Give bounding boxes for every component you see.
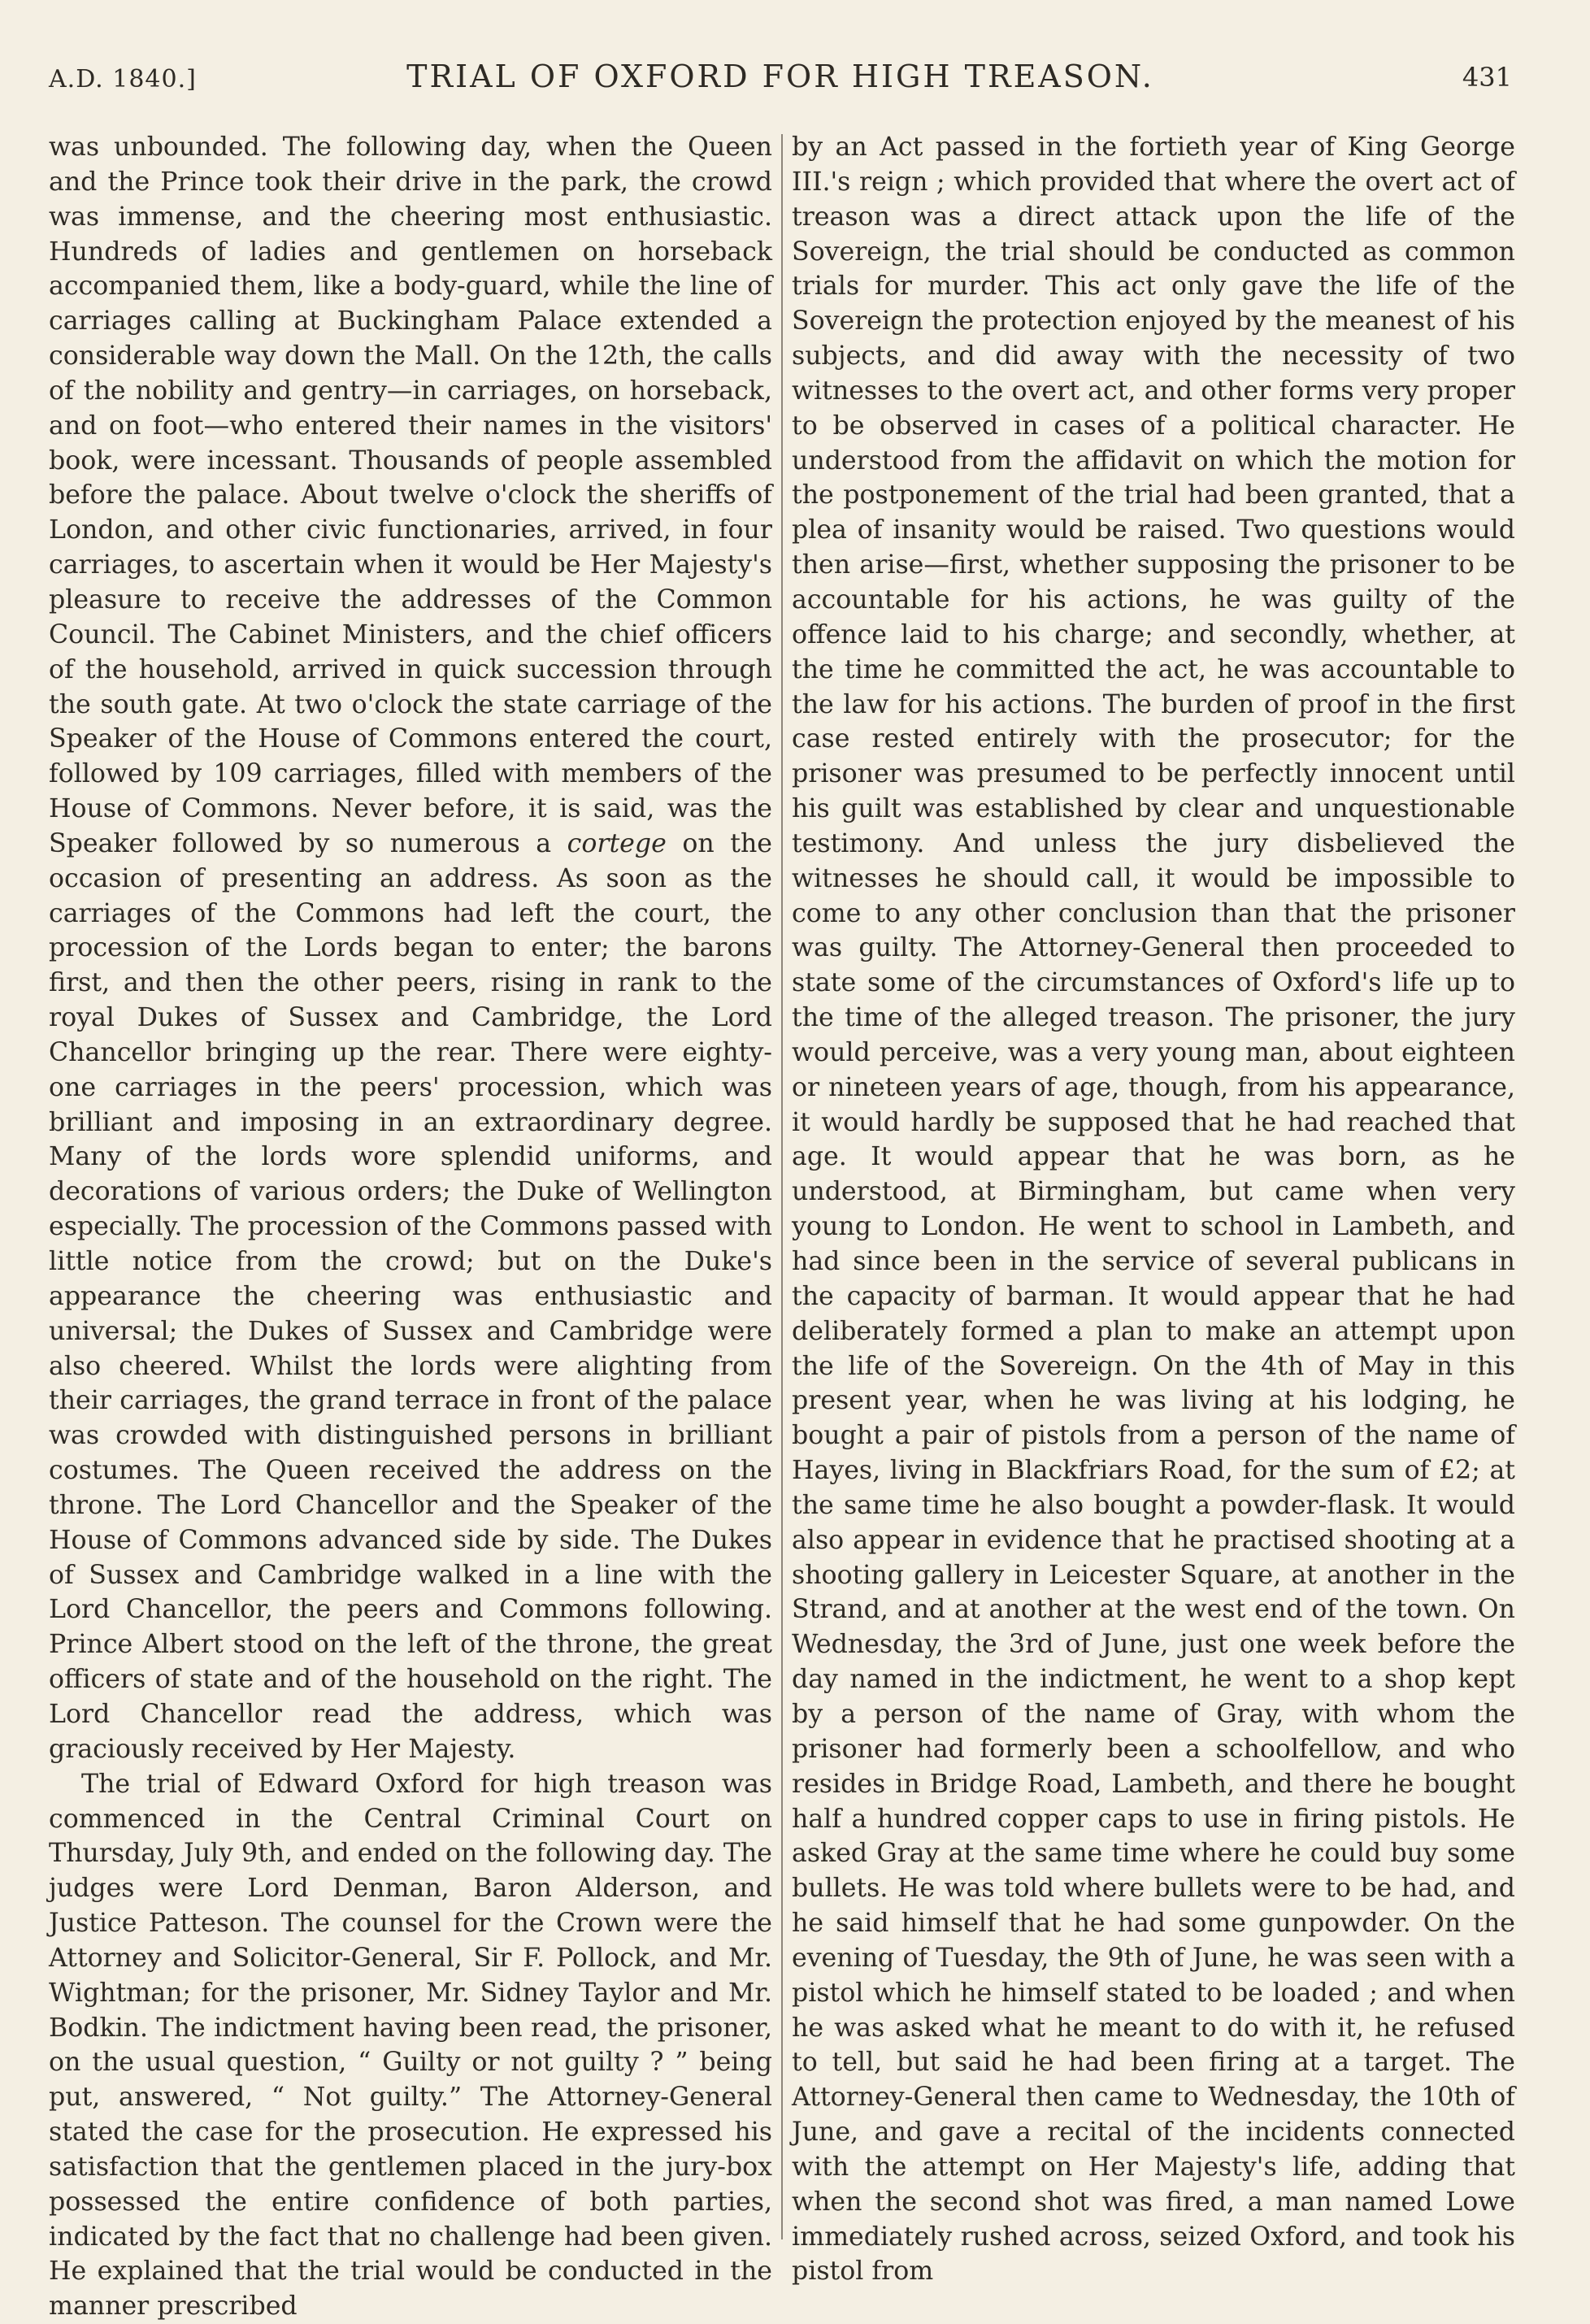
paragraph-trial: The trial of Edward Oxford for high treason was commenced in the Central Criminal Court on Thursday, July 9th, and ended on the following day. The judges were Lord Denman, Baron Alderson, and Justice Patteson. The counsel for the Crown were the Attorney and Solicitor-General, Sir F. Pollock, and Mr. Wightman; for the prisoner, Mr. Sidney Taylor and Mr. Bodkin. The indictment having been read, the prisoner, on the usual question, “ Guilty or not guilty ? ” being put, answered, “ Not guilty.” The Attorney-General stated the case for the prosecution. He expressed his satisfaction that the gentlemen placed in the jury-box possessed the entire confidence of both parties, indicated by the fact that no challenge had been given. He explained that the trial would be conducted in the manner prescribed [49,1769,772,2322]
paragraph-prosecution: by an Act passed in the fortieth year of King George III.'s reign ; which provided that where the overt act of treason was a direct attack upon the life of the Sovereign, the trial should be conducted as common trials for murder. This act only gave the life of the Sovereign the protection enjoyed by the meanest of his subjects, and did away with the necessity of two witnesses to the overt act, and other forms very proper to be observed in cases of a political character. He understood from the affidavit on which the motion for the postponement of the trial had been granted, that a plea of insanity would be raised. Two questions would then arise—first, whether supposing the prisoner to be accountable for his actions, he was guilty of the offence laid to his charge; and secondly, whether, at the time he committed the act, he was accountable to the law for his actions. The burden of proof in the first case rested entirely with the prosecutor; for the prisoner was presumed to be perfectly innocent until his guilt was established by clear and unquestionable testimony. And unless the jury disbelieved the witnesses he should call, it would be impossible to come to any other conclusion than that the prisoner was guilty. The Attorney-General then proceeded to state some of the circumstances of Oxford's life up to the time of the alleged treason. The prisoner, the jury would perceive, was a very young man, about eighteen or nineteen years of age, though, from his appearance, it would hardly be supposed that he had reached that age. It would appear that he was born, as he understood, at Birmingham, but came when very young to London. He went to school in Lambeth, and had since been in the service of several publicans in the capacity of barman. It would appear that he had deliberately formed a plan to make an attempt upon the life of the Sovereign. On the 4th of May in this present year, when he was living at his lodging, he bought a pair of pistols from a person of the name of Hayes, living in Blackfriars Road, for the sum of £2; at the same time he also bought a powder-flask. It would also appear in evidence that he practised shooting at a shooting gallery in Leicester Square, at another in the Strand, and at another at the west end of the town. On Wednesday, the 3rd of June, just one week before the day named in the indictment, he went to a shop kept by a person of the name of Gray, with whom the prisoner had formerly been a schoolfellow, and who resides in Bridge Road, Lambeth, and there he bought half a hundred copper caps to use in firing pistols. He asked Gray at the same time where he could buy some bullets. He was told where bullets were to be had, and he said himself that he had some gunpowder. On the evening of Tuesday, the 9th of June, he was seen with a pistol which he himself stated to be loaded ; and when he was asked what he meant to do with it, he refused to tell, but said he had been firing at a target. The Attorney-General then came to Wednesday, the 10th of June, and gave a recital of the incidents connected with the attempt on Her Majesty's life, adding that when the second shot was fired, a man named Lowe immediately rushed across, seized Oxford, and took his pistol from [792,132,1515,2287]
paragraph-celebrations [49,130,772,1767]
running-title: TRIAL OF OXFORD FOR HIGH TREASON. [406,59,1154,94]
left-column [49,130,772,2324]
header-date: A.D. 1840.] [49,65,197,93]
page-header [49,50,1512,115]
paragraph-celebrations-text: was unbounded. The following day, when the Queen and the Prince took their drive in the park, the crowd was immense, and the cheering most enthusiastic. Hundreds of ladies and gentlemen on horseback accompanied them, like a body-guard, while the line of carriages calling at Buckingham Palace extended a considerable way down the Mall. On the 12th, the calls of the nobility and gentry—in carriages, on horseback, and on foot—who entered their names in the visitors' book, were incessant. Thousands of people assembled before the palace. About twelve o'clock the sheriffs of London, and other civic functionaries, arrived, in four carriages, to ascertain when it would be Her Majesty's pleasure to receive the addresses of the Common Council. The Cabinet Ministers, and the chief officers of the household, arrived in quick succession through the south gate. At two o'clock the state carriage of the Speaker of the House of Commons entered the court, followed by 109 carriages, filled with members of the House of Commons. Never before, it is said, was the Speaker followed by so numerous a [49,132,772,858]
right-column [792,130,1515,2289]
paragraph-celebrations-continued: on the occasion of presenting an address. As soon as the carriages of the Commons had left the court, the procession of the Lords began to enter; the barons first, and then the other peers, rising in rank to the royal Dukes of Sussex and Cambridge, the Lord Chancellor bringing up the rear. There were eighty-one carriages in the peers' procession, which was brilliant and imposing in an extraordinary degree. Many of the lords wore splendid uniforms, and decorations of various orders; the Duke of Wellington especially. The procession of the Commons passed with little notice from the crowd; but on the Duke's appearance the cheering was enthusiastic and universal; the Dukes of Sussex and Cambridge were also cheered. Whilst the lords were alighting from their carriages, the grand terrace in front of the palace was crowded with distinguished persons in brilliant costumes. The Queen received the address on the throne. The Lord Chancellor and the Speaker of the House of Commons advanced side by side. The Dukes of Sussex and Cambridge walked in a line with the Lord Chancellor, the peers and Commons following. Prince Albert stood on the left of the throne, the great officers of state and of the household on the right. The Lord Chancellor read the address, which was graciously received by Her Majesty. [49,828,773,1764]
italic-word: cortege [567,828,667,858]
column-divider [781,134,783,2239]
page-number: 431 [1462,62,1512,93]
